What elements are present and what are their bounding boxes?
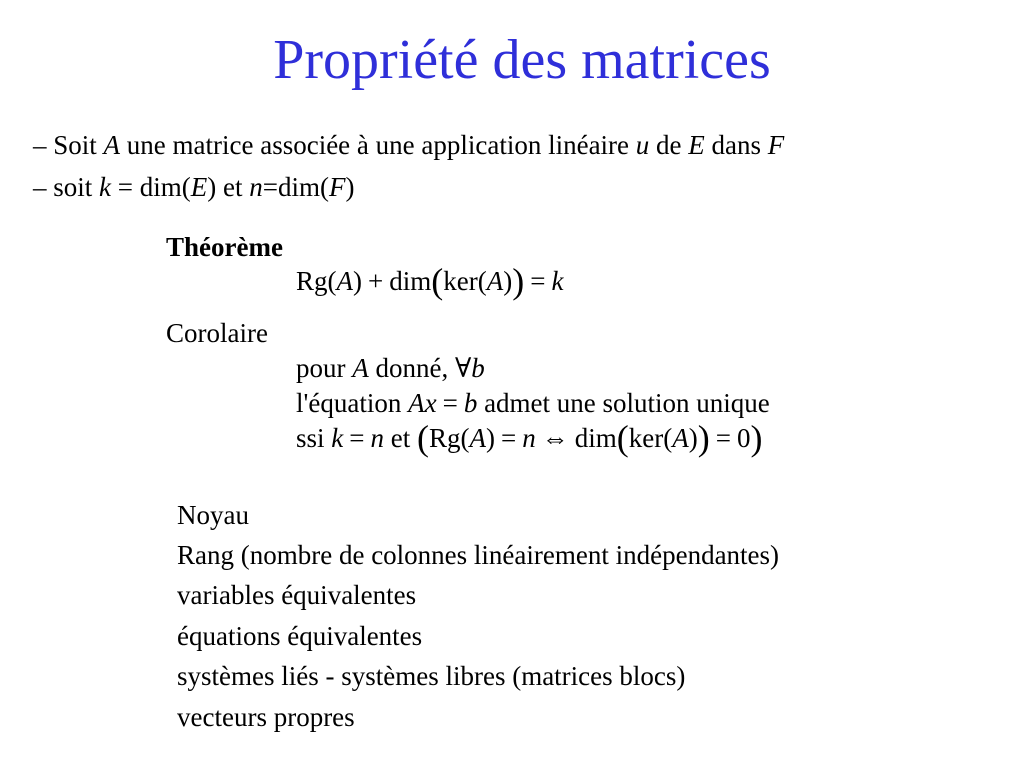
math-var: n [249,172,263,202]
math-var: E [688,130,705,160]
text-segment: dans [704,130,768,160]
math-op: dim [389,266,432,296]
math-var: F [328,172,346,202]
text-segment: – soit [33,172,100,202]
text-segment: de [649,130,689,160]
math-var: b [471,353,485,383]
math-number: 0 [736,423,751,453]
topic-item: variables équivalentes [177,580,417,610]
text-segment: ) et [207,172,250,202]
topic-item: vecteurs propres [177,702,355,732]
math-op: dim [574,423,617,453]
text-segment: = dim( [111,172,191,202]
math-var: k [99,172,111,202]
math-var: A [103,130,121,160]
math-paren: ( [431,261,444,301]
math-op: Rg [296,266,328,296]
topic-item: systèmes liés - systèmes libres (matrices blocs) [177,661,686,691]
math-op: + [368,266,384,296]
math-op: ∀ [454,353,472,383]
math-var: b [463,388,478,418]
math-op: ⇔ [541,423,569,453]
math-paren: ( [417,418,429,458]
math-op: = [442,388,458,418]
math-var: A [486,266,504,296]
math-paren: ) [503,266,513,296]
math-paren: ) [486,423,496,453]
math-op: = [530,266,546,296]
text-segment: et [384,423,417,453]
math-var: n [370,423,384,453]
corollary-heading: Corolaire [166,318,268,348]
theorem-heading: Théorème [166,232,283,262]
math-var: E [190,172,208,202]
text-segment: =dim( [262,172,329,202]
math-op: ker [443,266,478,296]
text-segment: – Soit [33,130,104,160]
math-var: A [672,423,689,453]
text-segment: admet une solution unique [477,388,770,418]
math-var: u [635,130,650,160]
intro-line-1 [33,130,784,161]
math-paren: ( [477,266,487,296]
math-op: = [715,423,731,453]
math-op: = [501,423,517,453]
math-var: A [336,266,354,296]
math-paren: ( [663,423,673,453]
math-paren: ) [688,423,698,453]
theorem-formula [296,261,564,301]
slide-title: Propriété des matrices [273,29,771,91]
math-var: A [352,353,369,383]
text-segment: l'équation [296,388,409,418]
math-paren: ( [616,418,629,458]
corollary-line-2 [296,388,770,419]
math-var: n [522,423,536,453]
topic-item: équations équivalentes [177,621,423,651]
text-segment: donné, [368,353,455,383]
math-op: = [349,423,365,453]
math-paren: ( [327,266,337,296]
math-paren: ( [460,423,470,453]
corollary-line-3 [296,418,763,458]
topic-item: Rang (nombre de colonnes linéairement indépendantes) [177,540,780,570]
text-segment: ssi [296,423,332,453]
intro-line-2 [33,172,354,203]
math-var: F [767,130,785,160]
math-paren: ) [353,266,363,296]
corollary-line-1 [296,353,485,384]
math-paren: ) [750,418,763,458]
topic-item: Noyau [177,500,249,530]
text-segment: pour [296,353,353,383]
math-var: A [469,423,487,453]
math-op: ker [628,423,664,453]
math-var: k [551,266,564,296]
math-op: Rg [429,423,461,453]
text-segment: une matrice associée à une application linéaire [120,130,636,160]
math-var: k [331,423,344,453]
math-var: Ax [408,388,437,418]
text-segment: ) [345,172,355,202]
math-paren: ) [512,261,525,301]
math-paren: ) [697,418,710,458]
